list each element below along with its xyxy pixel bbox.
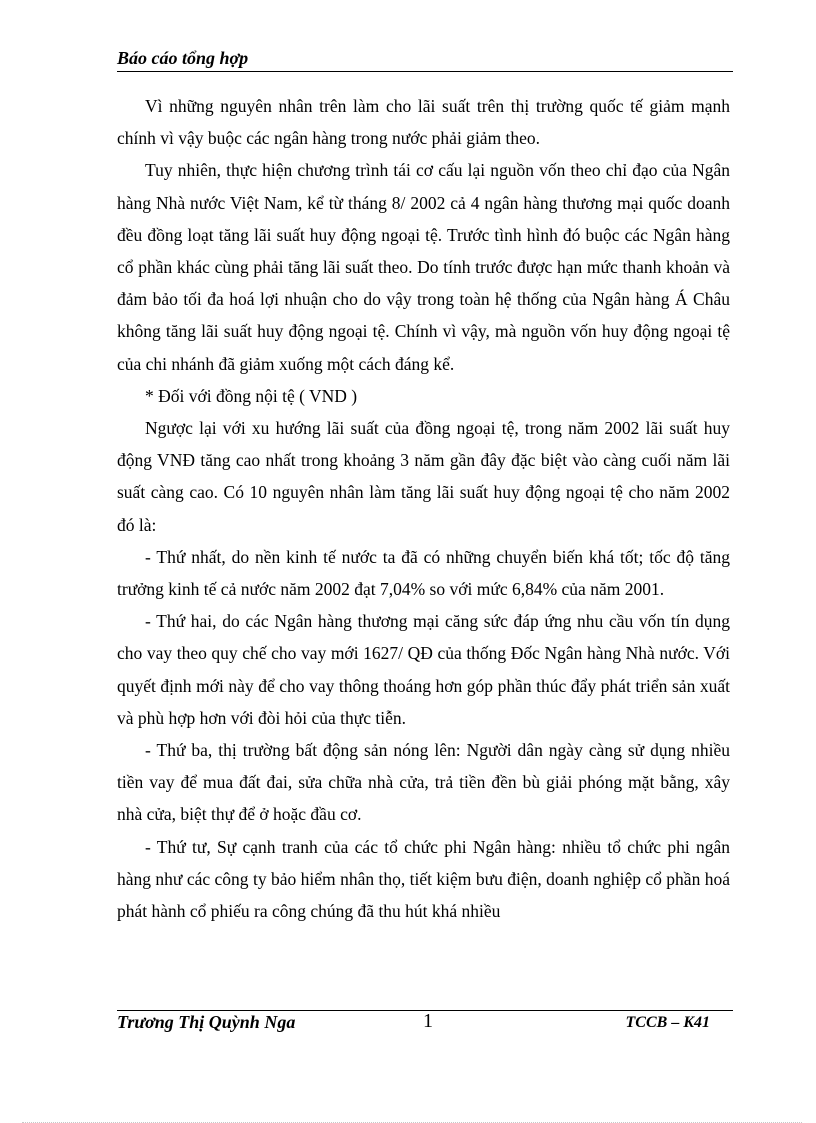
footer-author: Trương Thị Quỳnh Nga: [117, 1012, 296, 1032]
paragraph: Tuy nhiên, thực hiện chương trình tái cơ cấu lại nguồn vốn theo chỉ đạo của Ngân hàng Nhà nước Việt Nam, kể từ tháng 8/ 2002 cả 4 ngân hàng thương mại quốc doanh đều đồng loạt tăng lãi suất huy động ngoại tệ. Trước tình hình đó buộc các Ngân hàng cổ phần khác cùng phải tăng lãi suất theo. Do tính trước được hạn mức thanh khoản và đảm bảo tối đa hoá lợi nhuận cho do vậy trong toàn hệ thống của Ngân hàng Á Châu không tăng lãi suất huy động ngoại tệ. Chính vì vậy, mà nguồn vốn huy động ngoại tệ của chi nhánh đã giảm xuống một cách đáng kể.: [117, 160, 730, 374]
header-title: Báo cáo tổng hợp: [117, 48, 249, 68]
document-body: [117, 90, 730, 927]
paragraph: Vì những nguyên nhân trên làm cho lãi suất trên thị trường quốc tế giảm mạnh chính vì vậy buộc các ngân hàng trong nước phải giảm theo.: [117, 96, 730, 149]
paragraph: Ngược lại với xu hướng lãi suất của đồng ngoại tệ, trong năm 2002 lãi suất huy động VNĐ tăng cao nhất trong khoảng 3 năm gần đây đặc biệt vào càng cuối năm lãi suất càng cao. Có 10 nguyên nhân làm tăng lãi suất huy động ngoại tệ cho năm 2002 đó là:: [117, 418, 730, 535]
section-heading: * Đối với đồng nội tệ ( VND ): [145, 385, 358, 406]
footer-code: TCCB – K41: [625, 1014, 710, 1031]
header-divider: [117, 71, 733, 72]
list-item: - Thứ nhất, do nền kinh tế nước ta đã có những chuyển biến khá tốt; tốc độ tăng trưởng kinh tế cả nước năm 2002 đạt 7,04% so với mức 6,84% của năm 2001.: [117, 546, 730, 600]
list-item: - Thứ hai, do các Ngân hàng thương mại căng sức đáp ứng nhu cầu vốn tín dụng cho vay theo quy chế cho vay mới 1627/ QĐ của thống Đốc Ngân hàng Nhà nước. Với quyết định mới này để cho vay thông thoáng hơn góp phần thúc đẩy phát triển sản xuất và phù hợp hơn với đòi hỏi của thực tiễn.: [117, 611, 730, 728]
page-number: 1: [423, 1010, 433, 1032]
list-item: - Thứ ba, thị trường bất động sản nóng lên: Người dân ngày càng sử dụng nhiều tiền vay để mua đất đai, sửa chữa nhà cửa, trả tiền đền bù giải phóng mặt bằng, xây nhà cửa, biệt thự để ở hoặc đầu cơ.: [117, 740, 730, 825]
list-item: - Thứ tư, Sự cạnh tranh của các tổ chức phi Ngân hàng: nhiều tổ chức phi ngân hàng như các công ty bảo hiểm nhân thọ, tiết kiệm bưu điện, doanh nghiệp cổ phần hoá phát hành cổ phiếu ra công chúng đã thu hút khá nhiều: [117, 836, 730, 922]
